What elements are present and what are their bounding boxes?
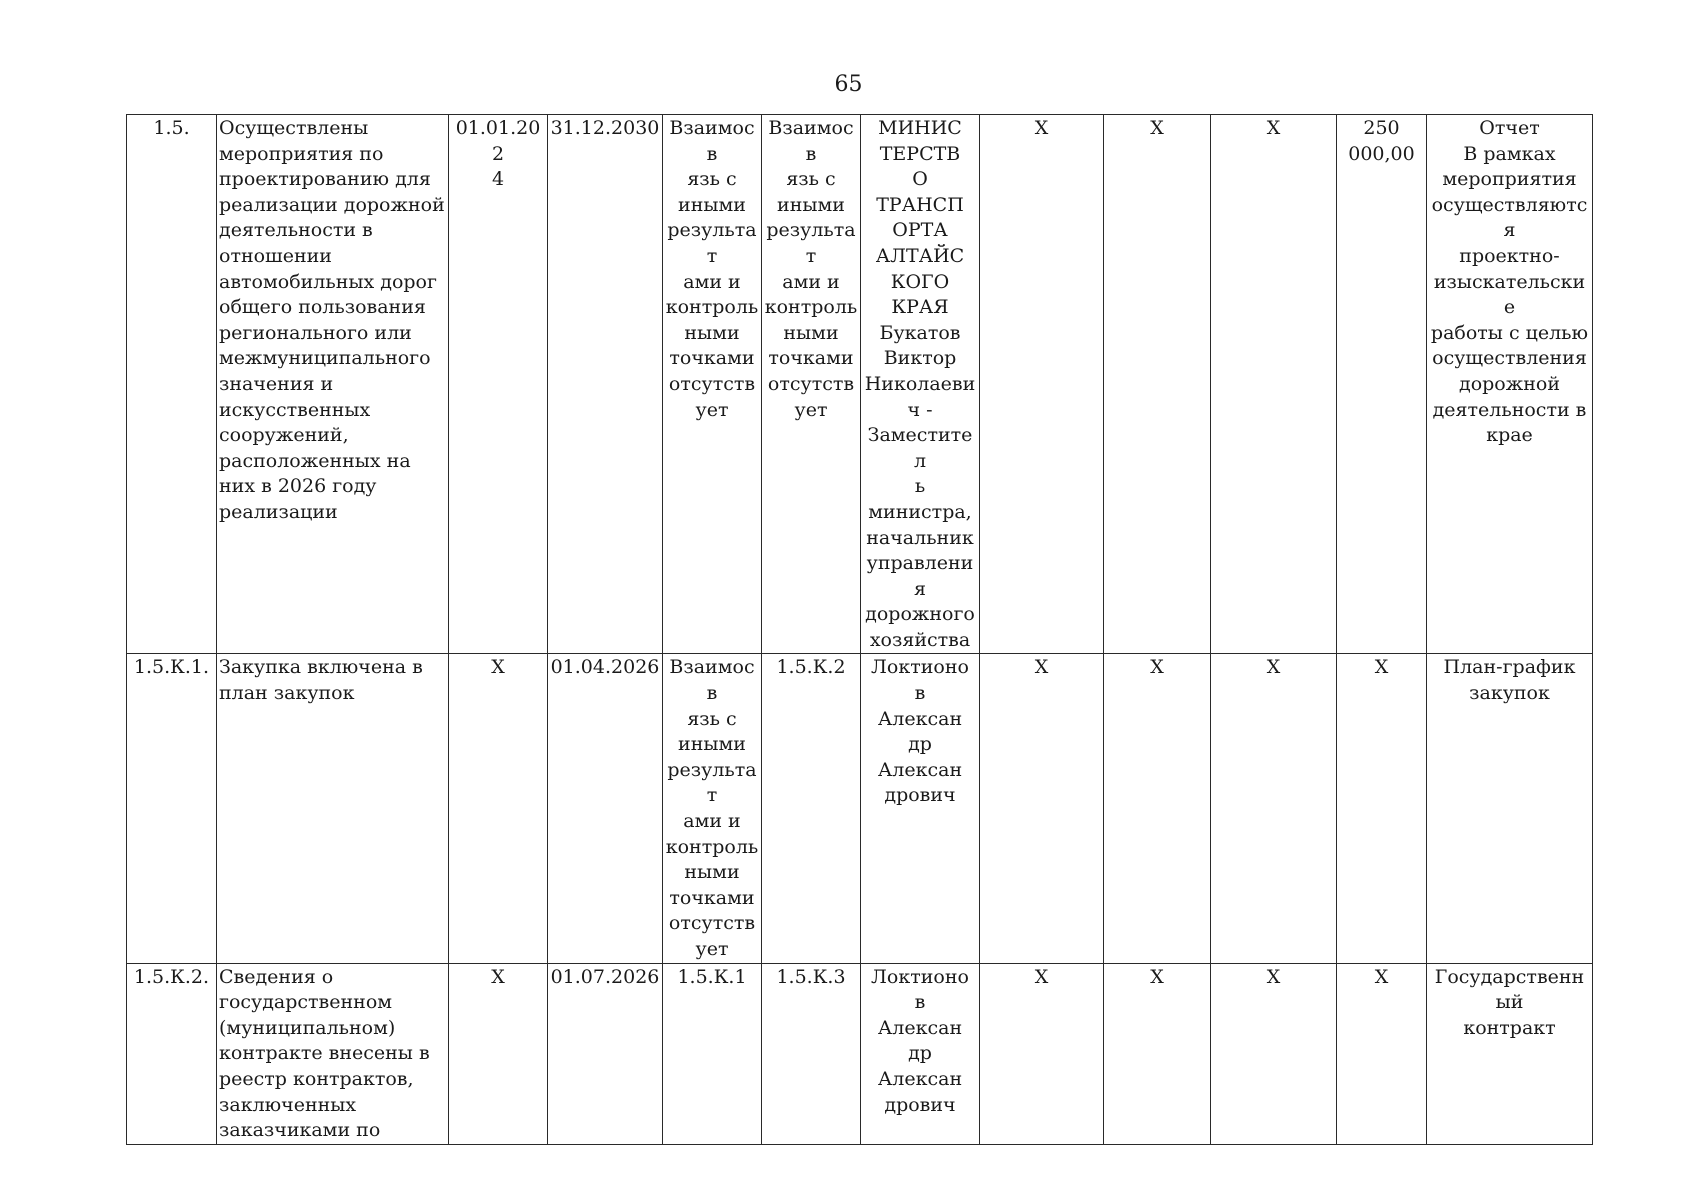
cell-value-3: X: [1211, 115, 1337, 654]
cell-name: Сведения о государственном (муниципальном) контракте внесены в реестр контрактов, заключенных заказчиками по: [217, 963, 449, 1144]
cell-amount: X: [1337, 654, 1427, 963]
table-row: [127, 963, 1593, 1144]
cell-document: Отчет В рамках мероприятия осуществляются проектно- изыскательские работы с целью осуществления дорожной деятельности в крае: [1427, 115, 1593, 654]
cell-document: План-график закупок: [1427, 654, 1593, 963]
cell-document: Государственный контракт: [1427, 963, 1593, 1144]
table-row: [127, 654, 1593, 963]
cell-predecessor: Взаимосв язь с иными результат ами и контроль ными точками отсутств ует: [663, 115, 762, 654]
cell-id: 1.5.К.2.: [127, 963, 217, 1144]
cell-value-2: X: [1104, 654, 1211, 963]
cell-name: Осуществлены мероприятия по проектированию для реализации дорожной деятельности в отношении автомобильных дорог общего пользования регионального или межмуниципального значения и искусственных сооружений, расположенных на них в 2026 году реализации: [217, 115, 449, 654]
plan-table: [126, 114, 1593, 1145]
cell-successor: 1.5.К.3: [762, 963, 861, 1144]
page-number: 65: [834, 72, 863, 97]
cell-value-2: X: [1104, 963, 1211, 1144]
cell-id: 1.5.: [127, 115, 217, 654]
cell-responsible: Локтионо в Алексан др Алексан дрович: [861, 963, 980, 1144]
table-row: [127, 115, 1593, 654]
cell-responsible: МИНИС ТЕРСТВ О ТРАНСП ОРТА АЛТАЙС КОГО КРАЯ Букатов Виктор Николаеви ч - Заместител ь министра, начальник управлени я дорожного хозяйства: [861, 115, 980, 654]
cell-predecessor: Взаимосв язь с иными результат ами и контроль ными точками отсутств ует: [663, 654, 762, 963]
cell-end-date: 31.12.2030: [548, 115, 663, 654]
cell-responsible: Локтионо в Алексан др Алексан дрович: [861, 654, 980, 963]
cell-start-date: X: [449, 963, 548, 1144]
cell-start-date: X: [449, 654, 548, 963]
cell-end-date: 01.04.2026: [548, 654, 663, 963]
cell-value-1: X: [980, 963, 1104, 1144]
cell-id: 1.5.К.1.: [127, 654, 217, 963]
cell-successor: 1.5.К.2: [762, 654, 861, 963]
cell-value-1: X: [980, 654, 1104, 963]
cell-name: Закупка включена в план закупок: [217, 654, 449, 963]
cell-value-3: X: [1211, 963, 1337, 1144]
cell-value-3: X: [1211, 654, 1337, 963]
cell-value-2: X: [1104, 115, 1211, 654]
cell-amount: 250 000,00: [1337, 115, 1427, 654]
cell-amount: X: [1337, 963, 1427, 1144]
cell-successor: Взаимосв язь с иными результат ами и контроль ными точками отсутств ует: [762, 115, 861, 654]
cell-start-date: 01.01.202 4: [449, 115, 548, 654]
cell-predecessor: 1.5.К.1: [663, 963, 762, 1144]
cell-end-date: 01.07.2026: [548, 963, 663, 1144]
cell-value-1: X: [980, 115, 1104, 654]
